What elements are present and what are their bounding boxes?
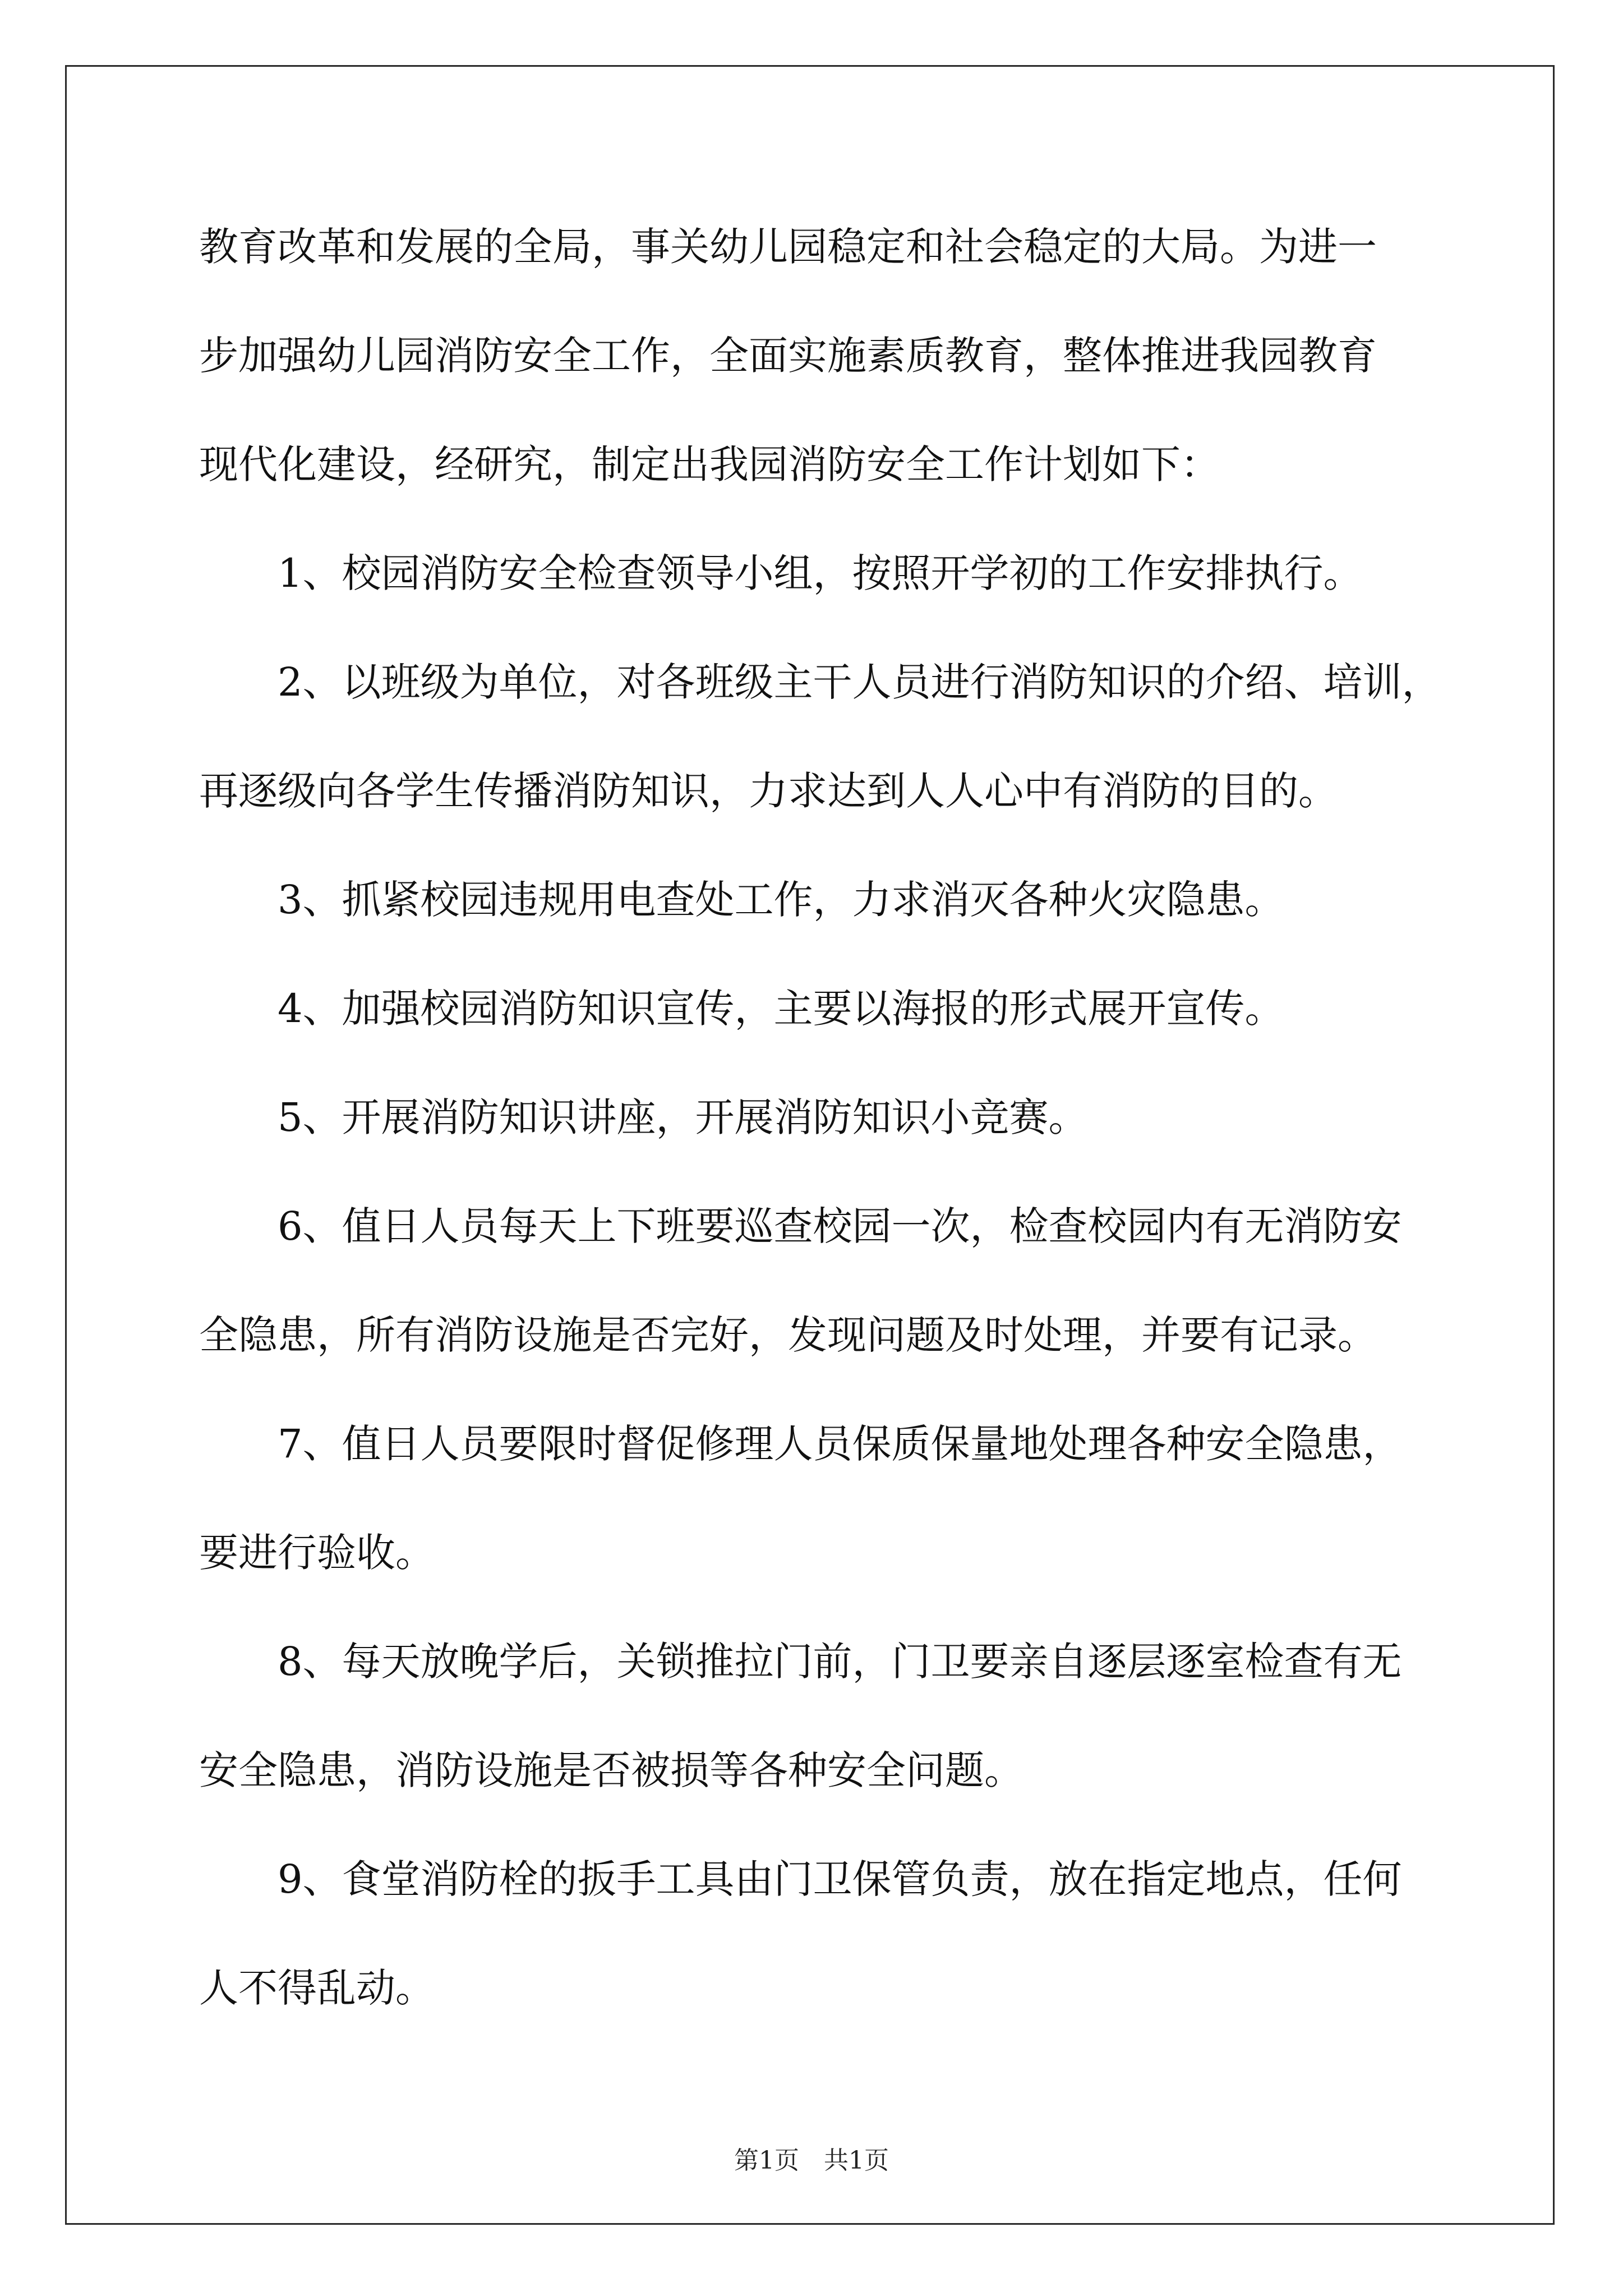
list-item-4: 4、加强校园消防知识宣传，主要以海报的形式展开宣传。: [278, 986, 1284, 1032]
list-item-5: 5、开展消防知识讲座，开展消防知识小竞赛。: [278, 1094, 1088, 1140]
list-item-7: 7、值日人员要限时督促修理人员保质保量地处理各种安全隐患，: [278, 1421, 1402, 1467]
list-item-1: 1、校园消防安全检查领导小组，按照开学初的工作安排执行。: [278, 550, 1363, 596]
list-item-9-continued: 人不得乱动。: [199, 1965, 435, 2011]
body-line: 现代化建设，经研究，制定出我园消防安全工作计划如下：: [199, 441, 1220, 487]
list-item-6: 6、值日人员每天上下班要巡查校园一次，检查校园内有无消防安: [278, 1203, 1402, 1249]
list-item-6-continued: 全隐患，所有消防设施是否完好，发现问题及时处理，并要有记录。: [199, 1312, 1377, 1358]
body-line: 步加强幼儿园消防安全工作，全面实施素质教育，整体推进我园教育: [199, 333, 1377, 379]
list-item-7-continued: 要进行验收。: [199, 1530, 435, 1576]
list-item-8-continued: 安全隐患，消防设施是否被损等各种安全问题。: [199, 1747, 1023, 1793]
list-item-3: 3、抓紧校园违规用电查处工作，力求消灭各种火灾隐患。: [278, 877, 1284, 923]
page-number-footer: 第1页 共1页: [734, 2146, 889, 2175]
list-item-9: 9、食堂消防栓的扳手工具由门卫保管负责，放在指定地点，任何: [278, 1856, 1402, 1902]
list-item-2-continued: 再逐级向各学生传播消防知识，力求达到人人心中有消防的目的。: [199, 768, 1338, 814]
list-item-8: 8、每天放晚学后，关锁推拉门前，门卫要亲自逐层逐室检查有无: [278, 1639, 1402, 1685]
body-line: 教育改革和发展的全局，事关幼儿园稳定和社会稳定的大局。为进一: [199, 224, 1377, 270]
document-body: [199, 213, 1441, 2063]
list-item-2: 2、以班级为单位，对各班级主干人员进行消防知识的介绍、培训，: [278, 659, 1441, 705]
